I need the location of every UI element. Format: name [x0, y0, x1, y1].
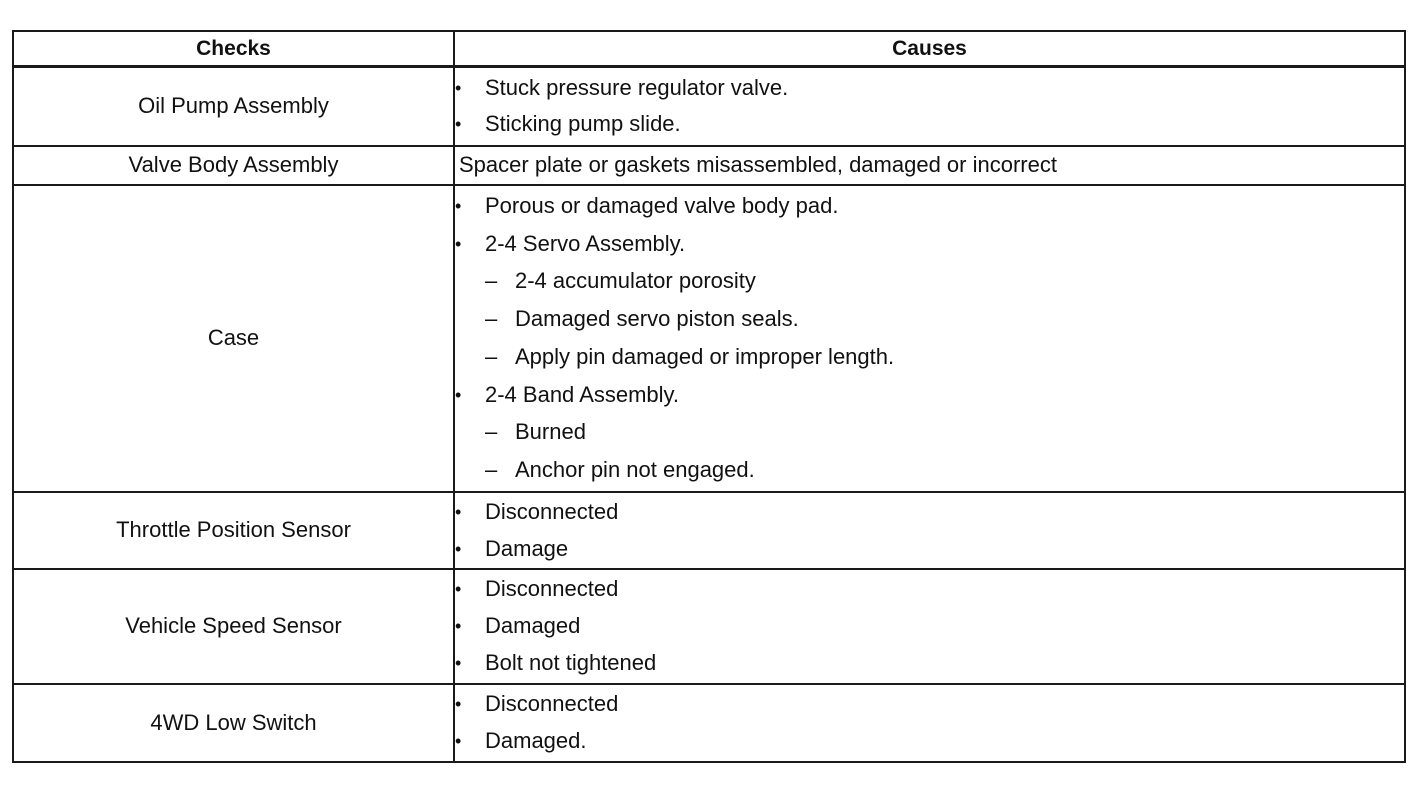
bullet-marker: •: [455, 538, 462, 559]
cause-subitem: [455, 262, 1404, 300]
dash-marker: –: [485, 268, 498, 294]
dash-marker: –: [485, 306, 498, 332]
causes-cell: [454, 684, 1405, 762]
cause-text: Stuck pressure regulator valve.: [485, 75, 789, 101]
table-row: [13, 492, 1405, 569]
cause-item: [455, 530, 1404, 567]
check-cell: Vehicle Speed Sensor: [13, 569, 454, 684]
cause-item: [459, 154, 1404, 176]
cause-item: [455, 608, 1404, 645]
cause-text: Bolt not tightened: [485, 650, 657, 675]
table-row: [13, 67, 1405, 146]
cause-item: [455, 106, 1404, 142]
bullet-marker: •: [455, 384, 462, 405]
bullet-marker: •: [455, 195, 462, 216]
cause-text: Anchor pin not engaged.: [515, 457, 755, 483]
cause-text: Spacer plate or gaskets misassembled, damaged or incorrect: [459, 152, 1057, 177]
check-cell: Oil Pump Assembly: [13, 67, 454, 146]
table-row: [13, 569, 1405, 684]
causes-cell: [454, 569, 1405, 684]
cause-text: 2-4 Servo Assembly.: [485, 230, 686, 256]
check-cell: Throttle Position Sensor: [13, 492, 454, 569]
table-header-row: [13, 31, 1405, 67]
cause-text: Disconnected: [485, 498, 619, 524]
causes-column-header: Causes: [454, 31, 1405, 67]
cause-text: Sticking pump slide.: [485, 111, 681, 137]
cause-subitem: [455, 300, 1404, 338]
bullet-marker: •: [455, 501, 462, 522]
cause-item: [455, 645, 1404, 682]
cause-text: Burned: [515, 419, 586, 445]
cause-text: Damaged servo piston seals.: [515, 306, 799, 332]
causes-cell: [454, 185, 1405, 492]
table-row: [13, 185, 1405, 492]
cause-text: Disconnected: [485, 691, 619, 716]
cause-text: 2-4 accumulator porosity: [515, 268, 756, 294]
cause-text: Damaged: [485, 613, 581, 638]
dash-marker: –: [485, 457, 498, 483]
cause-item: [455, 70, 1404, 106]
cause-item: [455, 571, 1404, 608]
cause-text: Disconnected: [485, 576, 619, 601]
bullet-marker: •: [455, 694, 462, 714]
bullet-marker: •: [455, 731, 462, 751]
cause-item: [455, 686, 1404, 723]
cause-item: [455, 187, 1404, 225]
check-cell: 4WD Low Switch: [13, 684, 454, 762]
bullet-marker: •: [455, 653, 462, 673]
causes-cell: [454, 146, 1405, 185]
bullet-marker: •: [455, 114, 462, 135]
cause-item: [455, 493, 1404, 530]
bullet-marker: •: [455, 579, 462, 599]
diagnosis-table: [12, 30, 1406, 763]
cause-subitem: [455, 338, 1404, 376]
cause-text: 2-4 Band Assembly.: [485, 381, 680, 407]
cause-subitem: [455, 414, 1404, 452]
causes-cell: [454, 492, 1405, 569]
check-cell: Case: [13, 185, 454, 492]
table-row: [13, 684, 1405, 762]
bullet-marker: •: [455, 616, 462, 636]
cause-item: [455, 225, 1404, 263]
cause-text: Apply pin damaged or improper length.: [515, 343, 895, 369]
dash-marker: –: [485, 343, 498, 369]
checks-column-header: Checks: [13, 31, 454, 67]
bullet-marker: •: [455, 78, 462, 99]
table-row: [13, 146, 1405, 185]
cause-item: [455, 376, 1404, 414]
bullet-marker: •: [455, 233, 462, 254]
causes-cell: [454, 67, 1405, 146]
cause-text: Damage: [485, 535, 569, 561]
cause-item: [455, 723, 1404, 760]
cause-subitem: [455, 451, 1404, 489]
check-cell: Valve Body Assembly: [13, 146, 454, 185]
cause-text: Porous or damaged valve body pad.: [485, 192, 839, 218]
cause-text: Damaged.: [485, 728, 587, 753]
dash-marker: –: [485, 419, 498, 445]
